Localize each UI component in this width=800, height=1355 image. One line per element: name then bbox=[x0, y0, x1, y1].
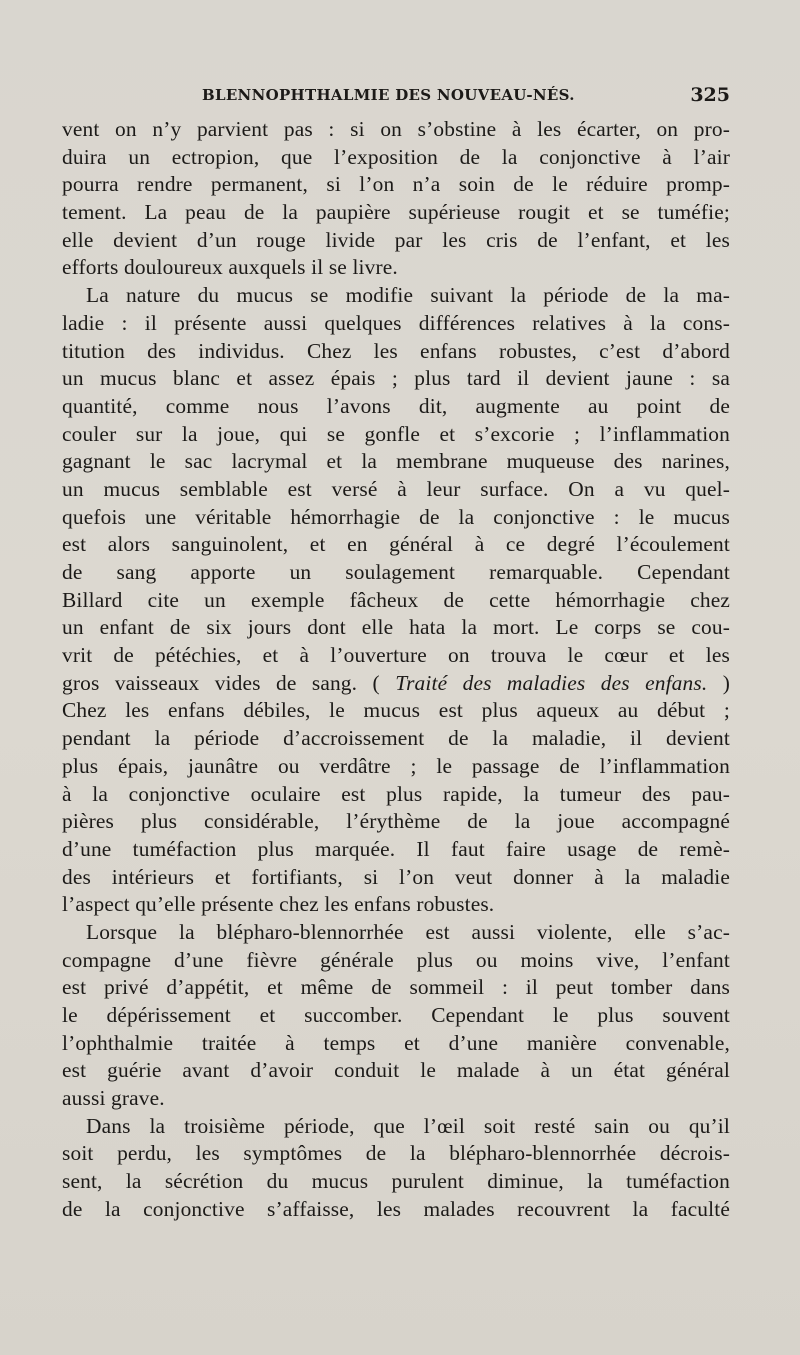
text-line: pourra rendre permanent, si l’on n’a soin de le réduire promp- bbox=[62, 172, 730, 197]
text-line: d’une tuméfaction plus marquée. Il faut faire usage de remè- bbox=[62, 836, 730, 861]
text-line: l’ophthalmie traitée à temps et d’une manière convenable, bbox=[62, 1030, 730, 1055]
text-line: l’aspect qu’elle présente chez les enfans robustes. bbox=[62, 892, 495, 917]
text-line: gagnant le sac lacrymal et la membrane muqueuse des narines, bbox=[62, 449, 730, 474]
paragraph bbox=[62, 282, 730, 919]
text-line: des intérieurs et fortifiants, si l’on veut donner à la maladie bbox=[62, 864, 730, 889]
text-line: ladie : il présente aussi quelques différences relatives à la cons- bbox=[62, 310, 730, 335]
text-line: à la conjonctive oculaire est plus rapide, la tumeur des pau- bbox=[62, 781, 730, 806]
text-line: compagne d’une fièvre générale plus ou moins vive, l’enfant bbox=[62, 947, 730, 972]
text-line: Lorsque la blépharo-blennorrhée est aussi violente, elle s’ac- bbox=[86, 919, 730, 944]
text-line: de la conjonctive s’affaisse, les malades recouvrent la faculté bbox=[62, 1196, 730, 1221]
text-line: est privé d’appétit, et même de sommeil : il peut tomber dans bbox=[62, 975, 730, 1000]
text-line: titution des individus. Chez les enfans robustes, c’est d’abord bbox=[62, 338, 730, 363]
italic-reference: Traité des maladies des enfans. bbox=[395, 670, 708, 695]
text-line: Chez les enfans débiles, le mucus est plus aqueux au début ; bbox=[62, 698, 730, 723]
text-line: La nature du mucus se modifie suivant la période de la ma- bbox=[86, 283, 730, 308]
page-header bbox=[62, 84, 730, 112]
text-line: sent, la sécrétion du mucus purulent diminue, la tuméfaction bbox=[62, 1169, 730, 1194]
text-line: vrit de pétéchies, et à l’ouverture on trouva le cœur et les bbox=[62, 643, 730, 668]
text-line: elle devient d’un rouge livide par les cris de l’enfant, et les bbox=[62, 227, 730, 252]
text-line: efforts douloureux auxquels il se livre. bbox=[62, 255, 398, 280]
paragraph bbox=[62, 1113, 730, 1224]
text-line: vent on n’y parvient pas : si on s’obstine à les écarter, on pro- bbox=[62, 117, 730, 141]
text-line: quefois une véritable hémorrhagie de la conjonctive : le mucus bbox=[62, 504, 730, 529]
text-line: de sang apporte un soulagement remarquable. Cependant bbox=[62, 560, 730, 584]
paragraph bbox=[62, 116, 730, 282]
text-line: Billard cite un exemple fâcheux de cette hémorrhagie chez bbox=[62, 587, 730, 612]
reference-close: ) bbox=[707, 670, 730, 695]
body-text bbox=[62, 116, 730, 1224]
running-title: BLENNOPHTHALMIE DES NOUVEAU-NÉS. bbox=[202, 86, 575, 104]
text-line: est guérie avant d’avoir conduit le malade à un état général bbox=[62, 1058, 730, 1083]
text-line: duira un ectropion, que l’exposition de la conjonctive à l’air bbox=[62, 144, 730, 169]
text-line: pendant la période d’accroissement de la maladie, il devient bbox=[62, 726, 730, 751]
text-line: est alors sanguinolent, et en général à ce degré l’écoulement bbox=[62, 532, 730, 557]
text-line: soit perdu, les symptômes de la blépharo-blennorrhée décrois- bbox=[62, 1141, 730, 1166]
text-line: le dépérissement et succomber. Cependant le plus souvent bbox=[62, 1003, 730, 1027]
text-fragment: gros vaisseaux vides de sang. ( bbox=[62, 670, 380, 695]
text-line: un enfant de six jours dont elle hata la mort. Le corps se cou- bbox=[62, 615, 730, 640]
text-line: un mucus semblable est versé à leur surface. On a vu quel- bbox=[62, 476, 730, 501]
text-line: tement. La peau de la paupière supérieuse rougit et se tuméfie; bbox=[62, 200, 730, 225]
text-line: couler sur la joue, qui se gonfle et s’excorie ; l’inflammation bbox=[62, 421, 730, 446]
text-line-with-reference bbox=[62, 670, 730, 698]
text-line: un mucus blanc et assez épais ; plus tard il devient jaune : sa bbox=[62, 366, 730, 391]
text-line: pières plus considérable, l’érythème de la joue accompagné bbox=[62, 809, 730, 834]
paragraph bbox=[62, 919, 730, 1113]
text-line: aussi grave. bbox=[62, 1086, 165, 1111]
text-line: plus épais, jaunâtre ou verdâtre ; le passage de l’inflammation bbox=[62, 753, 730, 778]
text-line: quantité, comme nous l’avons dit, augmente au point de bbox=[62, 393, 730, 418]
text-line: Dans la troisième période, que l’œil soit resté sain ou qu’il bbox=[86, 1113, 730, 1138]
page-number: 325 bbox=[690, 84, 730, 106]
